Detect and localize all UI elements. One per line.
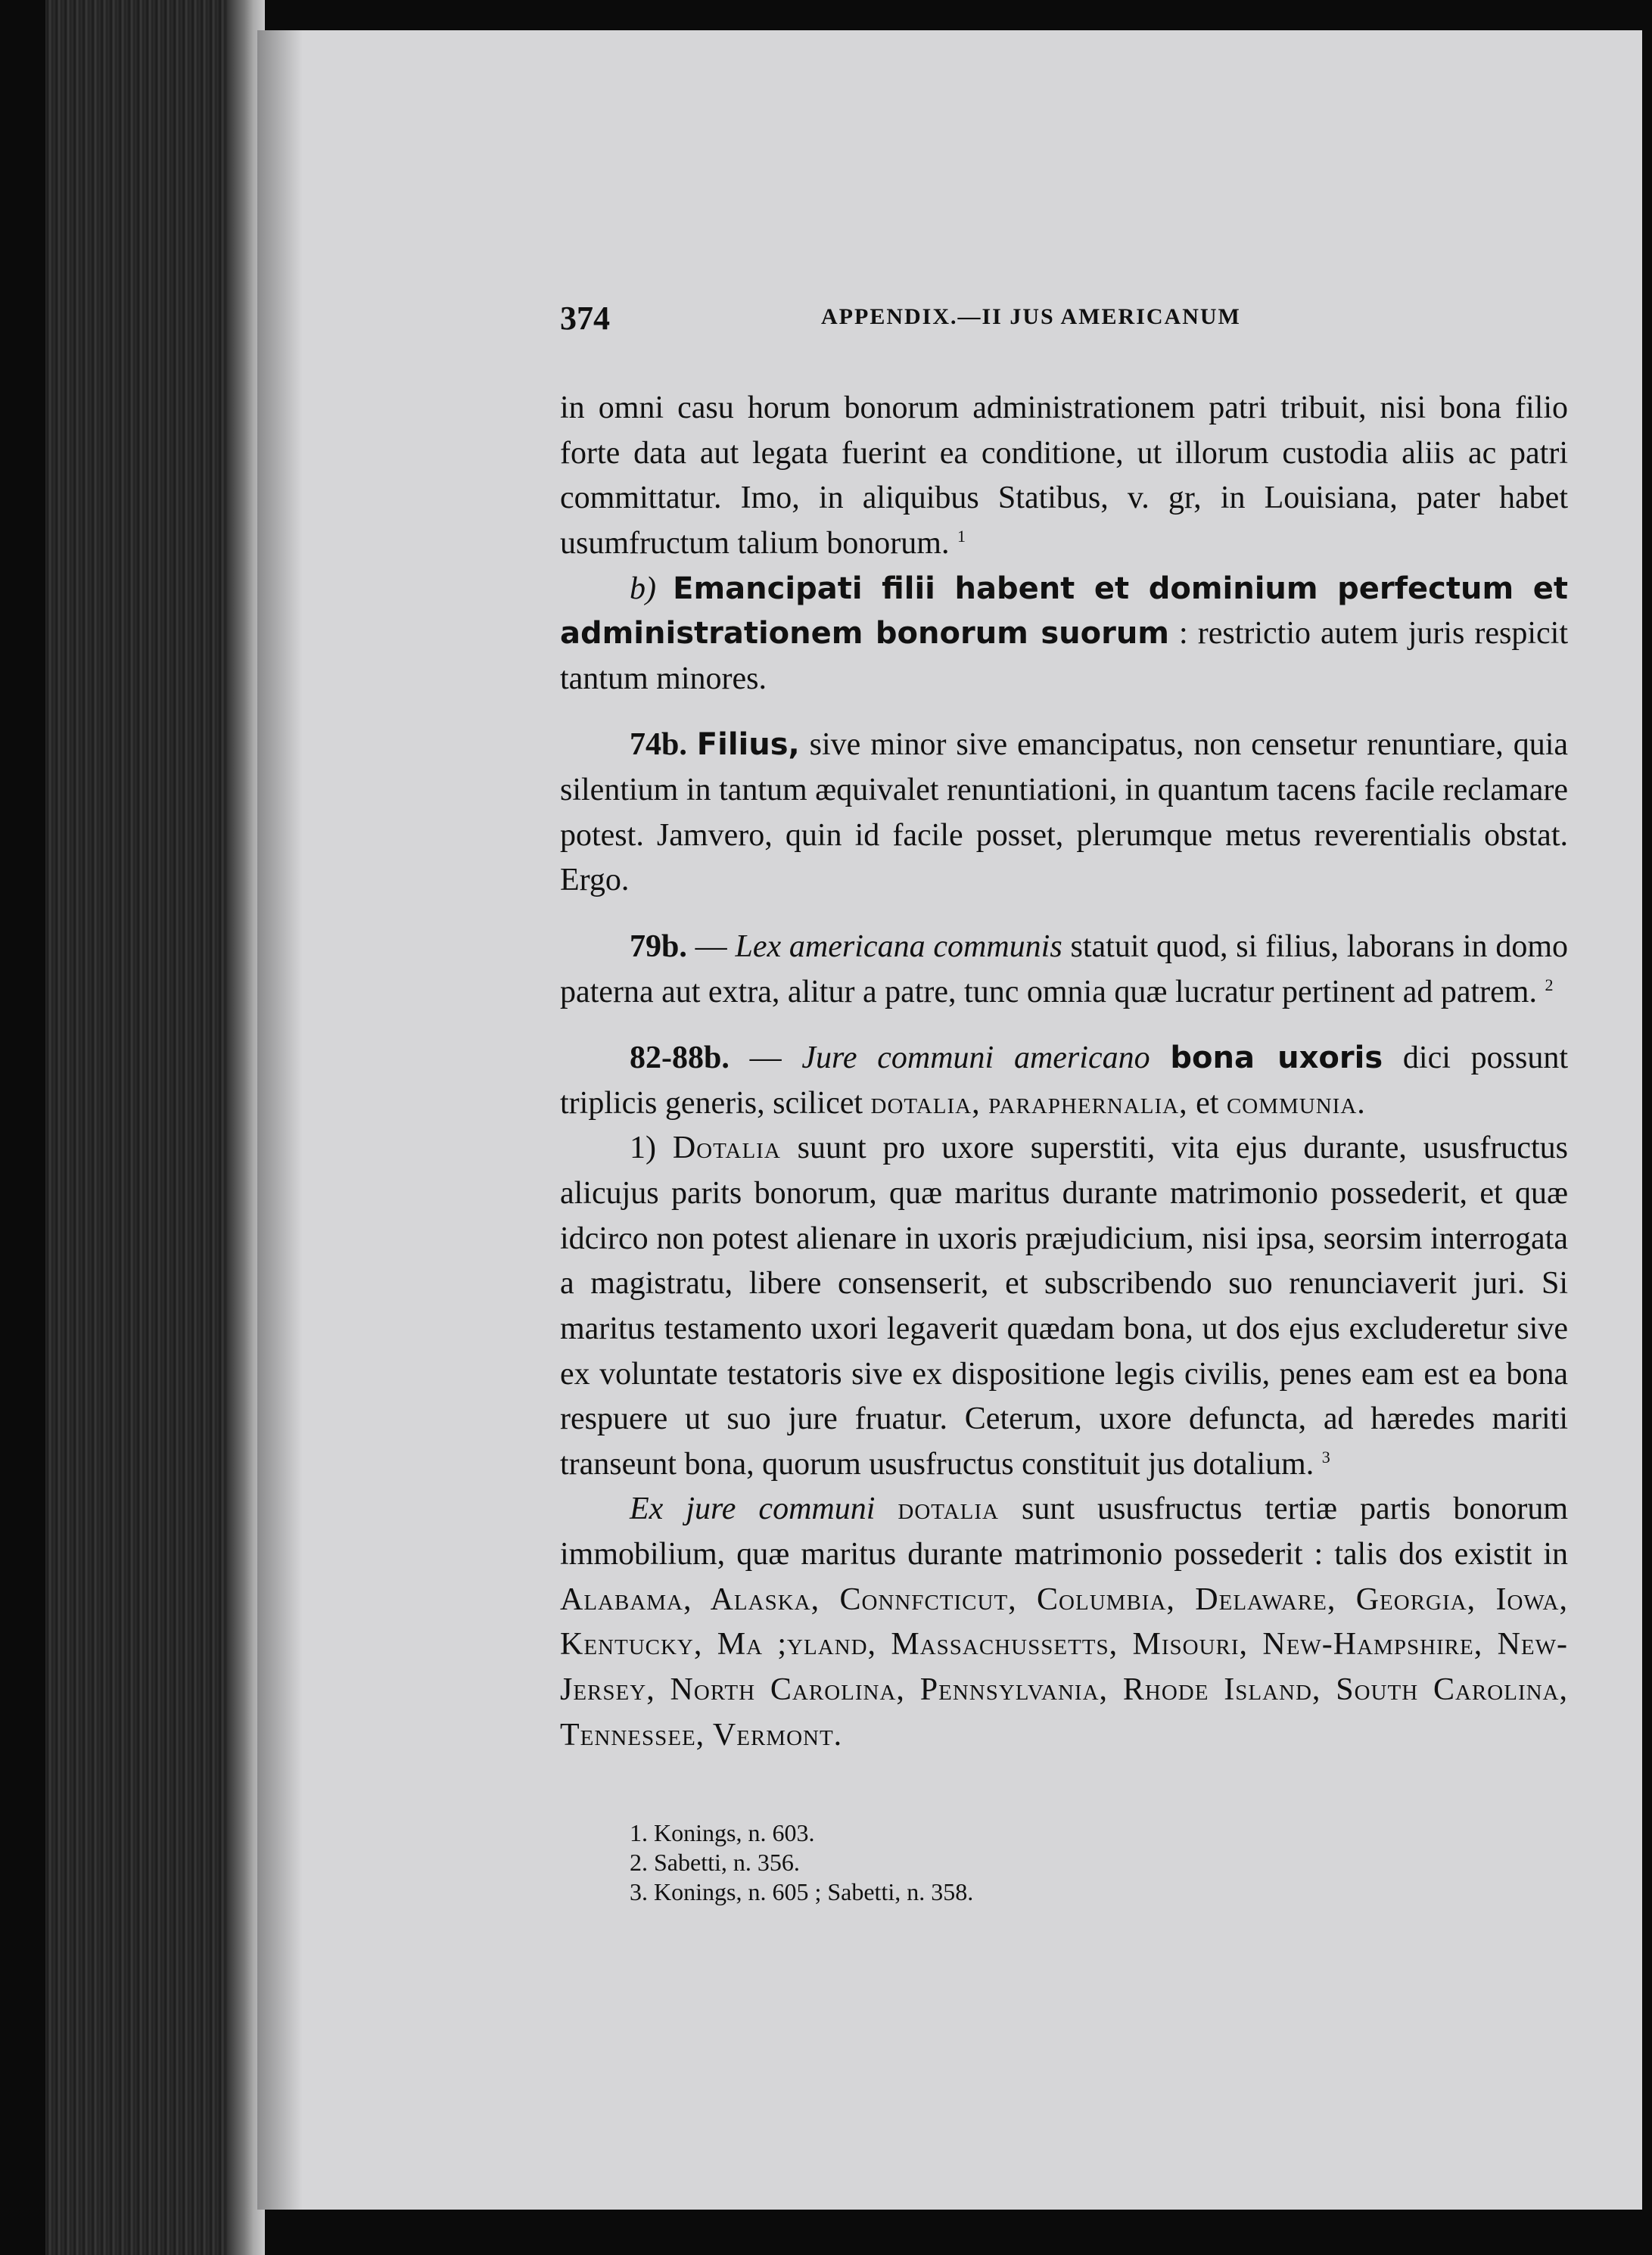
footnotes: [630, 1818, 1568, 1907]
running-head: [560, 295, 1568, 337]
emancipati-heading: Emancipati filii habent et dominium perfectum et administrationem bonorum suorum: [560, 571, 1569, 652]
note-ref-3: 3: [1321, 1447, 1330, 1467]
term-dotalia-2: dotalia: [898, 1491, 999, 1527]
note-ref-2: 2: [1545, 975, 1554, 994]
paragraph-7: [560, 1487, 1568, 1758]
paragraph-7-text: sunt ususfructus tertiæ partis bonorum immobilium, quæ maritus durante matrimonio possederit : talis dos existit in: [560, 1491, 1568, 1572]
paragraph-6: [560, 1126, 1568, 1487]
paragraph-6-text: suunt pro uxore superstiti, vita ejus durante, ususfructus alicujus parits bonorum, quæ maritus durante matrimonio possederit, et quæ idcirco non potest alienare in uxoris præjudicium, nisi ipsa, seorsim interrogata a magistratu, libere consenserit, et subscribendo suo renunciaverit juri. Si maritus testamento uxori legaverit quædam bona, ut dos ejus excluderetur sive ex voluntate testatoris sive ex dispositione legis civilis, penes eam est ea bona respuere ut suo jure fruatur. Ceterum, uxore defuncta, ad hæredes mariti transeunt bona, quorum ususfructus constituit jus dotalium.: [560, 1131, 1569, 1482]
page-shadow: [257, 30, 303, 2210]
term-dotalia-lead: Dotalia: [672, 1131, 781, 1166]
footnote-2: 2. Sabetti, n. 356.: [630, 1849, 800, 1877]
conjunction-et: et: [1196, 1085, 1219, 1121]
term-dotalia: dotalia,: [870, 1085, 981, 1121]
dash: —: [749, 1040, 782, 1076]
book-gutter: [45, 0, 257, 2255]
item-marker-b: b): [630, 571, 656, 606]
paragraph-1-text: in omni casu horum bonorum administrationem patri tribuit, nisi bona filio forte data aut legata fuerint ea conditione, ut illorum custodia aliis ac patri committatur. Imo, in aliquibus Statibus, v. gr, in Louisiana, pater habet usumfructum talium bonorum.: [560, 390, 1568, 561]
paragraph-5: [560, 1036, 1568, 1126]
lex-americana-italic: Lex americana communis: [735, 928, 1062, 964]
page-number: 374: [560, 300, 610, 337]
paragraph-3-text: sive minor sive emancipatus, non censetur renuntiare, quia silentium in tantum æquivalet renuntiationi, in quantum tacens facile reclamare potest. Jamvero, quin id facile posset, plerumque metus reverentialis obstat. Ergo.: [560, 727, 1569, 898]
paragraph-2-text: : restrictio autem juris respicit tantum minores.: [560, 616, 1569, 696]
paragraph-4-text: statuit quod, si filius, laborans in domo paterna aut extra, alitur a patre, tunc omnia quæ lucratur pertinent ad patrem.: [560, 928, 1569, 1009]
term-communia: communia.: [1226, 1085, 1366, 1121]
jure-communi-italic: Jure communi americano: [801, 1040, 1150, 1076]
bona-uxoris-heading: bona uxoris: [1170, 1040, 1383, 1076]
page-text: [560, 295, 1568, 1907]
paragraph-5-text: dici possunt triplicis generis, scilicet: [560, 1040, 1569, 1121]
section-number-82-88b: 82-88b.: [630, 1040, 730, 1076]
paragraph-2: [560, 567, 1568, 702]
term-paraphernalia: paraphernalia,: [988, 1085, 1188, 1121]
section-number-74b: 74b.: [630, 727, 687, 763]
states-list: Alabama, Alaska, Connfcticut, Columbia, Delaware, Georgia, Iowa, Kentucky, Ma ;yland, Massachussetts, Misouri, New-Hampshire, New-Jersey, North Carolina, Pennsylvania, Rhode Island, South Carolina, Tennessee, Vermont.: [560, 1582, 1568, 1753]
paragraph-3: [560, 723, 1568, 904]
running-title: APPENDIX.—II JUS AMERICANUM: [821, 304, 1241, 329]
footnote-3: 3. Konings, n. 605 ; Sabetti, n. 358.: [630, 1878, 974, 1906]
paragraph-1: [560, 386, 1568, 567]
paragraph-4: [560, 925, 1568, 1015]
section-number-79b: 79b.: [630, 928, 687, 964]
item-marker-1: 1): [630, 1131, 656, 1166]
ex-jure-communi-italic: Ex jure communi: [630, 1491, 876, 1527]
note-ref-1: 1: [957, 526, 966, 546]
dash: —: [695, 928, 727, 964]
filius-heading: Filius,: [696, 727, 800, 763]
footnote-1: 1. Konings, n. 603.: [630, 1819, 815, 1847]
